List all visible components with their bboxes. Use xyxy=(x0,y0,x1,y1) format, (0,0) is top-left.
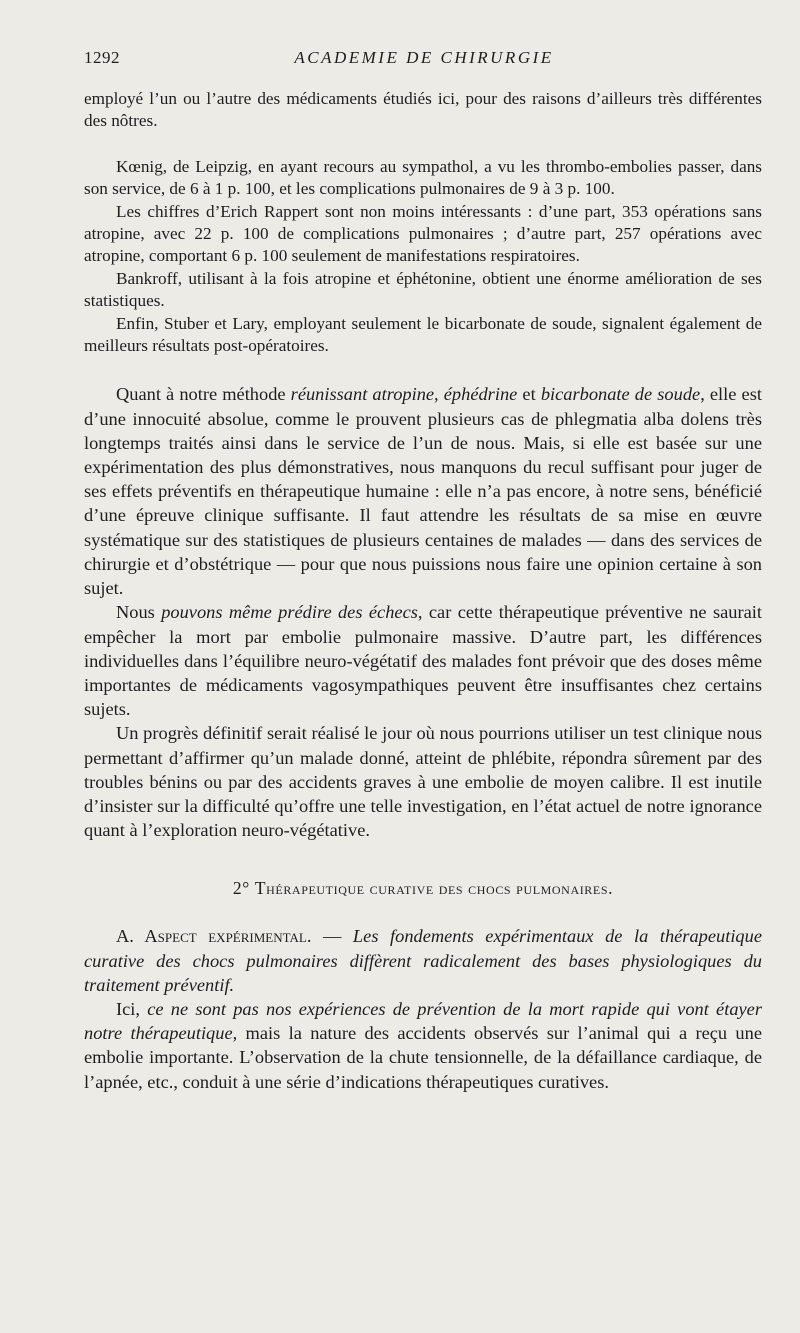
emphasis: pouvons même prédire des échecs xyxy=(161,602,418,623)
paragraph-koenig: Kœnig, de Leipzig, en ayant recours au sympathol, a vu les thrombo-embolies passer, dans son service, de 6 à 1 p. 100, et les complications pulmonaires de 9 à 3 p. 100. xyxy=(84,156,762,199)
text-run: Quant à notre méthode xyxy=(116,384,291,405)
text-run: — xyxy=(311,926,353,947)
paragraph-stuber-lary: Enfin, Stuber et Lary, employant seulement le bicarbonate de soude, signalent également de meilleurs résultats post-opératoires. xyxy=(84,313,762,356)
paragraph-continuation: employé l’un ou l’autre des médicaments étudiés ici, pour des raisons d’ailleurs très différentes des nôtres. xyxy=(84,89,762,131)
section-heading xyxy=(84,878,762,899)
emphasis: bicarbonate de soude xyxy=(540,384,701,405)
emphasis: réunissant atropine, éphédrine xyxy=(290,384,518,405)
paragraph-echecs xyxy=(84,600,762,721)
paragraph-ici xyxy=(84,997,762,1094)
page-body xyxy=(84,88,762,1094)
page-number: 1292 xyxy=(84,48,120,67)
heading-number: 2° xyxy=(232,878,250,899)
text-run: Ici, xyxy=(116,998,148,1019)
paragraph-aspect-experimental xyxy=(84,924,762,997)
paragraph-progres: Un progrès définitif serait réalisé le jour où nous pourrions utiliser un test clinique nous permettant d’affirmer qu’un malade donné, atteint de phlébite, répondra sûrement par des troubles bénins ou par des accidents graves à une embolie de moyen calibre. Il est inutile d’insister sur la difficulté qu’offre une telle investigation, en l’état actuel de notre ignorance quant à l’exploration neuro-végétative. xyxy=(84,723,762,841)
text-run: , car cette thérapeutique préventive ne saurait empêcher la mort par embolie pulmonaire massive. D’autre part, les différences individuelles dans l’équilibre neuro-végétatif des malades font prévoir que des doses même importantes de médicaments vagosympathiques peuvent être insuffisantes chez certains sujets. xyxy=(84,602,762,720)
page-header xyxy=(84,48,764,72)
text-run: Nous xyxy=(116,602,162,623)
running-title: ACADEMIE DE CHIRURGIE xyxy=(294,48,554,67)
text-run: , elle est d’une innocuité absolue, comme le prouvent plusieurs cas de phlegmatia alba dolens très longtemps traités ainsi dans le service de l’un de nous. Mais, si elle est basée sur une expérimentation des plus démonstratives, nous manquons du recul suffisant pour juger de ses effets préventifs en thérapeutique humaine : elle n’a pas encore, à notre sens, bénéficié d’une épreuve clinique suffisante. Il faut attendre les résultats de sa mise en œuvre systématique sur des statistiques de plusieurs centaines de malades — dans des services de chirurgie et d’obstétrique — pour que nous puissions nous faire une opinion certaine à son sujet. xyxy=(84,384,762,599)
emphasis: Les fondements expérimentaux de la thérapeutique curative des chocs pulmonaires diffèrent radicalement des bases physiologiques du traitement préventif. xyxy=(84,926,762,995)
text-run: , mais la nature des accidents observés sur l’animal qui a reçu une embolie importante. L’observation de la chute tensionnelle, de la défaillance cardiaque, de l’apnée, etc., conduit à une série d’indications thérapeutiques curatives. xyxy=(84,1023,762,1092)
paragraph-methode xyxy=(84,382,762,600)
emphasis: ce ne sont pas nos expériences de prévention de la mort rapide qui vont étayer notre thérapeutique xyxy=(84,998,762,1044)
heading-text: Thérapeutique curative des chocs pulmonaires. xyxy=(254,878,614,899)
paragraph-bankroff: Bankroff, utilisant à la fois atropine et éphétonine, obtient une énorme amélioration de ses statistiques. xyxy=(84,268,762,311)
text-run: et xyxy=(517,384,541,405)
paragraph-rappert: Les chiffres d’Erich Rappert sont non moins intéressants : d’une part, 353 opérations sans atropine, avec 22 p. 100 de complications pulmonaires ; d’autre part, 257 opérations avec atropine, comportant 6 p. 100 seulement de manifestations respiratoires. xyxy=(84,201,762,266)
subsection-label: A. Aspect expérimental. xyxy=(116,926,312,947)
